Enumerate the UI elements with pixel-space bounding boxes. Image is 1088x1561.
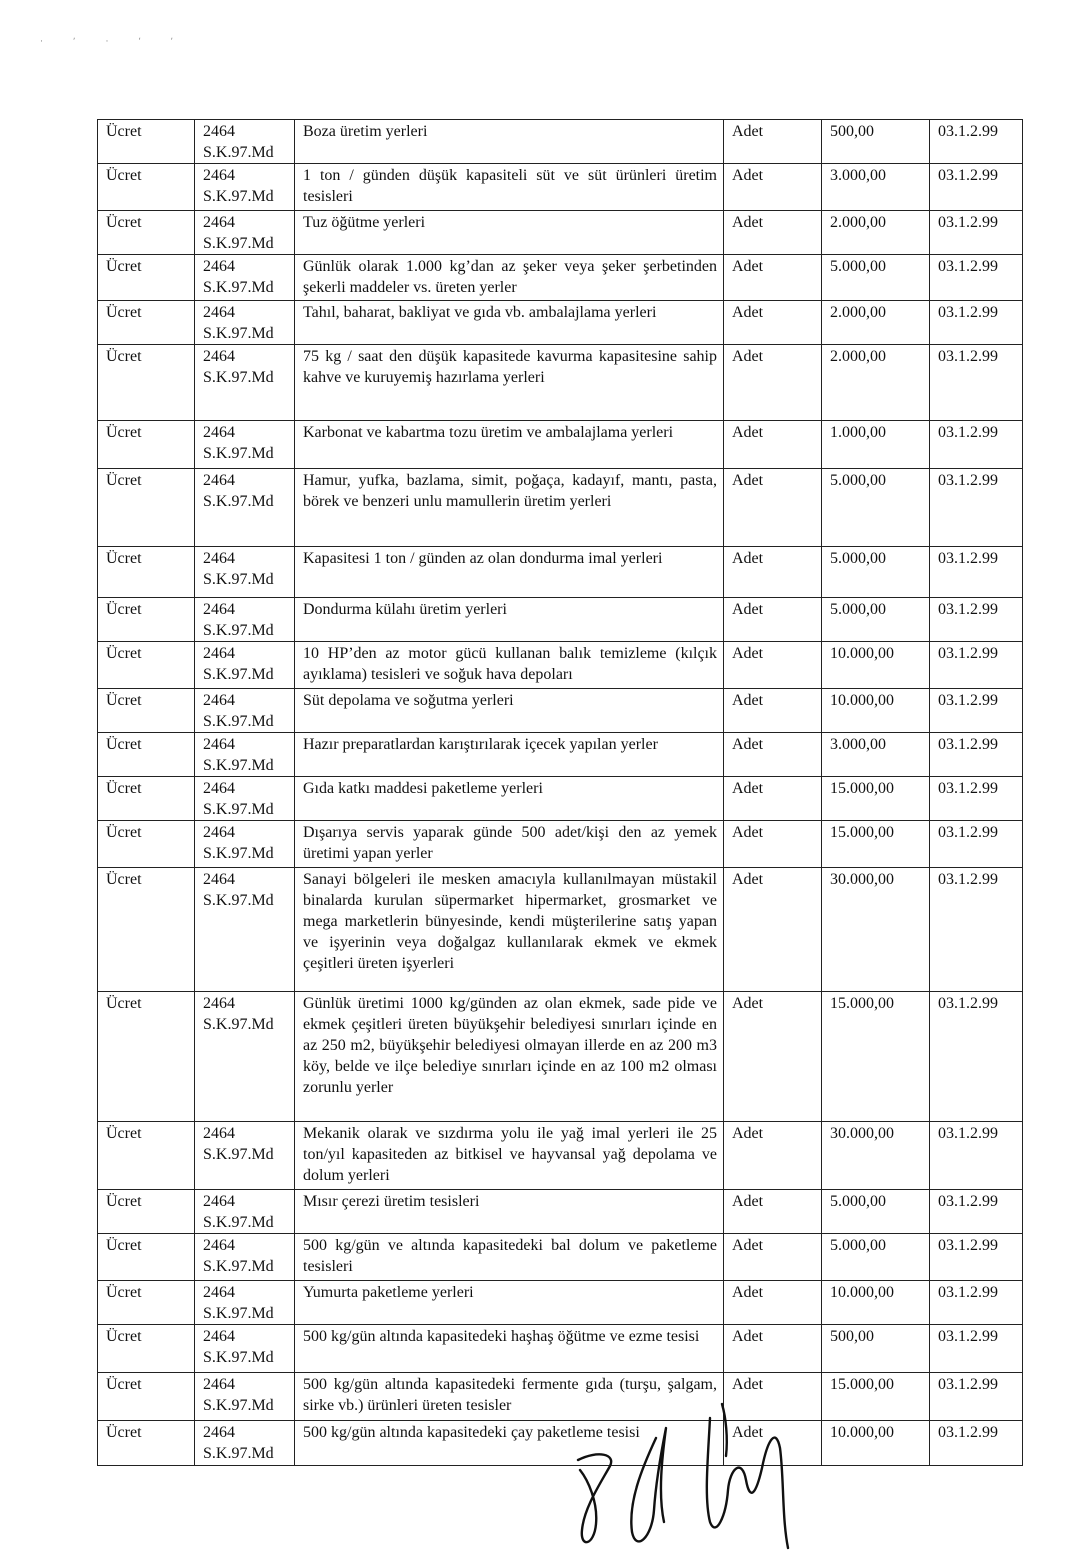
law-reference-cell: 2464 S.K.97.Md (195, 301, 295, 345)
table-row (98, 992, 1023, 1122)
revenue-code-cell: 03.1.2.99 (930, 1421, 1023, 1466)
revenue-code-cell: 03.1.2.99 (930, 598, 1023, 642)
table-row (98, 1190, 1023, 1234)
table-row (98, 642, 1023, 689)
unit-cell: Adet (724, 777, 822, 821)
unit-cell: Adet (724, 345, 822, 421)
table-row (98, 868, 1023, 992)
revenue-code-cell: 03.1.2.99 (930, 255, 1023, 301)
fee-type-cell: Ücret (98, 1190, 195, 1234)
fee-type-cell: Ücret (98, 120, 195, 164)
law-reference-cell: 2464 S.K.97.Md (195, 421, 295, 469)
revenue-code-cell: 03.1.2.99 (930, 547, 1023, 598)
law-reference-cell: 2464 S.K.97.Md (195, 1281, 295, 1325)
fee-type-cell: Ücret (98, 164, 195, 211)
table-row (98, 1421, 1023, 1466)
table-row (98, 301, 1023, 345)
unit-cell: Adet (724, 1281, 822, 1325)
unit-cell: Adet (724, 1122, 822, 1190)
description-cell: 75 kg / saat den düşük kapasitede kavurma kapasitesine sahip kahve ve kuruyemiş hazırlama yerleri (295, 345, 724, 421)
amount-cell: 5.000,00 (822, 598, 930, 642)
unit-cell: Adet (724, 598, 822, 642)
description-cell: Mekanik olarak ve sızdırma yolu ile yağ imal yerleri ile 25 ton/yıl kapasiteden az bitkisel ve hayvansal yağ depolama ve dolum yerleri (295, 1122, 724, 1190)
fee-type-cell: Ücret (98, 421, 195, 469)
description-cell: Kapasitesi 1 ton / günden az olan dondurma imal yerleri (295, 547, 724, 598)
law-reference-cell: 2464 S.K.97.Md (195, 547, 295, 598)
fee-type-cell: Ücret (98, 1325, 195, 1373)
law-reference-cell: 2464 S.K.97.Md (195, 120, 295, 164)
unit-cell: Adet (724, 1373, 822, 1421)
law-reference-cell: 2464 S.K.97.Md (195, 164, 295, 211)
revenue-code-cell: 03.1.2.99 (930, 1122, 1023, 1190)
law-reference-cell: 2464 S.K.97.Md (195, 1373, 295, 1421)
revenue-code-cell: 03.1.2.99 (930, 211, 1023, 255)
unit-cell: Adet (724, 821, 822, 868)
law-reference-cell: 2464 S.K.97.Md (195, 689, 295, 733)
table-row (98, 1373, 1023, 1421)
amount-cell: 500,00 (822, 1325, 930, 1373)
fee-type-cell: Ücret (98, 1234, 195, 1281)
description-cell: Dondurma külahı üretim yerleri (295, 598, 724, 642)
fee-type-cell: Ücret (98, 345, 195, 421)
law-reference-cell: 2464 S.K.97.Md (195, 777, 295, 821)
law-reference-cell: 2464 S.K.97.Md (195, 868, 295, 992)
law-reference-cell: 2464 S.K.97.Md (195, 1421, 295, 1466)
fee-type-cell: Ücret (98, 211, 195, 255)
fee-type-cell: Ücret (98, 1281, 195, 1325)
law-reference-cell: 2464 S.K.97.Md (195, 1325, 295, 1373)
amount-cell: 15.000,00 (822, 821, 930, 868)
revenue-code-cell: 03.1.2.99 (930, 421, 1023, 469)
description-cell: 500 kg/gün altında kapasitedeki fermente gıda (turşu, şalgam, sirke vb.) ürünleri üreten tesisler (295, 1373, 724, 1421)
revenue-code-cell: 03.1.2.99 (930, 1325, 1023, 1373)
unit-cell: Adet (724, 868, 822, 992)
table-row (98, 1325, 1023, 1373)
revenue-code-cell: 03.1.2.99 (930, 301, 1023, 345)
description-cell: 1 ton / günden düşük kapasiteli süt ve süt ürünleri üretim tesisleri (295, 164, 724, 211)
table-row (98, 421, 1023, 469)
amount-cell: 3.000,00 (822, 164, 930, 211)
law-reference-cell: 2464 S.K.97.Md (195, 469, 295, 547)
amount-cell: 15.000,00 (822, 1373, 930, 1421)
description-cell: Mısır çerezi üretim tesisleri (295, 1190, 724, 1234)
table-row (98, 469, 1023, 547)
unit-cell: Adet (724, 1190, 822, 1234)
amount-cell: 500,00 (822, 120, 930, 164)
table-row (98, 733, 1023, 777)
amount-cell: 10.000,00 (822, 689, 930, 733)
fee-table-body (98, 120, 1023, 1466)
description-cell: Süt depolama ve soğutma yerleri (295, 689, 724, 733)
law-reference-cell: 2464 S.K.97.Md (195, 992, 295, 1122)
amount-cell: 30.000,00 (822, 1122, 930, 1190)
amount-cell: 3.000,00 (822, 733, 930, 777)
fee-type-cell: Ücret (98, 642, 195, 689)
law-reference-cell: 2464 S.K.97.Md (195, 821, 295, 868)
unit-cell: Adet (724, 1234, 822, 1281)
law-reference-cell: 2464 S.K.97.Md (195, 1234, 295, 1281)
table-row (98, 777, 1023, 821)
fee-table (97, 119, 1023, 1466)
amount-cell: 15.000,00 (822, 992, 930, 1122)
unit-cell: Adet (724, 642, 822, 689)
revenue-code-cell: 03.1.2.99 (930, 1190, 1023, 1234)
amount-cell: 5.000,00 (822, 1190, 930, 1234)
law-reference-cell: 2464 S.K.97.Md (195, 642, 295, 689)
table-row (98, 1234, 1023, 1281)
fee-type-cell: Ücret (98, 598, 195, 642)
unit-cell: Adet (724, 255, 822, 301)
law-reference-cell: 2464 S.K.97.Md (195, 345, 295, 421)
amount-cell: 10.000,00 (822, 1281, 930, 1325)
amount-cell: 5.000,00 (822, 1234, 930, 1281)
revenue-code-cell: 03.1.2.99 (930, 1234, 1023, 1281)
unit-cell: Adet (724, 992, 822, 1122)
revenue-code-cell: 03.1.2.99 (930, 345, 1023, 421)
description-cell: Yumurta paketleme yerleri (295, 1281, 724, 1325)
revenue-code-cell: 03.1.2.99 (930, 1373, 1023, 1421)
description-cell: Günlük olarak 1.000 kg’dan az şeker veya şeker şerbetinden şekerli maddeler vs. üreten yerler (295, 255, 724, 301)
description-cell: Günlük üretimi 1000 kg/günden az olan ekmek, sade pide ve ekmek çeşitleri üreten büyükşehir belediyesi sınırları içinde en az 250 m2, büyükşehir belediyesi olmayan illerde en az 200 m3 köy, belde ve ilçe belediye sınırları içinde en az 100 m2 olması zorunlu yerler (295, 992, 724, 1122)
unit-cell: Adet (724, 733, 822, 777)
description-cell: Dışarıya servis yaparak günde 500 adet/kişi den az yemek üretimi yapan yerler (295, 821, 724, 868)
table-row (98, 1281, 1023, 1325)
description-cell: Hamur, yufka, bazlama, simit, poğaça, kadayıf, mantı, pasta, börek ve benzeri unlu mamullerin üretim yerleri (295, 469, 724, 547)
description-cell: 500 kg/gün ve altında kapasitedeki bal dolum ve paketleme tesisleri (295, 1234, 724, 1281)
fee-type-cell: Ücret (98, 1373, 195, 1421)
description-cell: 500 kg/gün altında kapasitedeki haşhaş öğütme ve ezme tesisi (295, 1325, 724, 1373)
law-reference-cell: 2464 S.K.97.Md (195, 211, 295, 255)
fee-type-cell: Ücret (98, 689, 195, 733)
amount-cell: 5.000,00 (822, 469, 930, 547)
revenue-code-cell: 03.1.2.99 (930, 821, 1023, 868)
law-reference-cell: 2464 S.K.97.Md (195, 1190, 295, 1234)
table-row (98, 821, 1023, 868)
amount-cell: 30.000,00 (822, 868, 930, 992)
table-row (98, 547, 1023, 598)
amount-cell: 2.000,00 (822, 301, 930, 345)
fee-type-cell: Ücret (98, 255, 195, 301)
description-cell: Boza üretim yerleri (295, 120, 724, 164)
table-row (98, 255, 1023, 301)
revenue-code-cell: 03.1.2.99 (930, 1281, 1023, 1325)
table-row (98, 598, 1023, 642)
unit-cell: Adet (724, 547, 822, 598)
law-reference-cell: 2464 S.K.97.Md (195, 255, 295, 301)
revenue-code-cell: 03.1.2.99 (930, 689, 1023, 733)
fee-type-cell: Ücret (98, 1122, 195, 1190)
revenue-code-cell: 03.1.2.99 (930, 733, 1023, 777)
fee-type-cell: Ücret (98, 301, 195, 345)
description-cell: Karbonat ve kabartma tozu üretim ve ambalajlama yerleri (295, 421, 724, 469)
unit-cell: Adet (724, 689, 822, 733)
description-cell: Tuz öğütme yerleri (295, 211, 724, 255)
revenue-code-cell: 03.1.2.99 (930, 992, 1023, 1122)
revenue-code-cell: 03.1.2.99 (930, 120, 1023, 164)
revenue-code-cell: 03.1.2.99 (930, 469, 1023, 547)
description-cell: Gıda katkı maddesi paketleme yerleri (295, 777, 724, 821)
unit-cell: Adet (724, 1421, 822, 1466)
fee-type-cell: Ücret (98, 1421, 195, 1466)
table-row (98, 1122, 1023, 1190)
amount-cell: 1.000,00 (822, 421, 930, 469)
amount-cell: 5.000,00 (822, 255, 930, 301)
amount-cell: 2.000,00 (822, 345, 930, 421)
fee-type-cell: Ücret (98, 547, 195, 598)
amount-cell: 5.000,00 (822, 547, 930, 598)
unit-cell: Adet (724, 120, 822, 164)
fee-type-cell: Ücret (98, 469, 195, 547)
revenue-code-cell: 03.1.2.99 (930, 777, 1023, 821)
unit-cell: Adet (724, 421, 822, 469)
unit-cell: Adet (724, 301, 822, 345)
table-row (98, 211, 1023, 255)
revenue-code-cell: 03.1.2.99 (930, 642, 1023, 689)
table-row (98, 164, 1023, 211)
law-reference-cell: 2464 S.K.97.Md (195, 1122, 295, 1190)
description-cell: 10 HP’den az motor gücü kullanan balık temizleme (kılçık ayıklama) tesisleri ve soğuk hava depoları (295, 642, 724, 689)
fee-type-cell: Ücret (98, 733, 195, 777)
unit-cell: Adet (724, 1325, 822, 1373)
law-reference-cell: 2464 S.K.97.Md (195, 598, 295, 642)
fee-type-cell: Ücret (98, 821, 195, 868)
unit-cell: Adet (724, 469, 822, 547)
description-cell: Tahıl, baharat, bakliyat ve gıda vb. ambalajlama yerleri (295, 301, 724, 345)
description-cell: Sanayi bölgeleri ile mesken amacıyla kullanılmayan müstakil binalarda kurulan süpermarket hipermarket, grosmarket ve mega marketlerin bünyesinde, kendi müşterilerine satış yapan ve işyerinin veya doğalgaz kullanılarak ekmek ve ekmek çeşitleri üreten işyerleri (295, 868, 724, 992)
description-cell: Hazır preparatlardan karıştırılarak içecek yapılan yerler (295, 733, 724, 777)
table-row (98, 345, 1023, 421)
table-row (98, 120, 1023, 164)
revenue-code-cell: 03.1.2.99 (930, 164, 1023, 211)
amount-cell: 15.000,00 (822, 777, 930, 821)
unit-cell: Adet (724, 164, 822, 211)
fee-type-cell: Ücret (98, 992, 195, 1122)
table-row (98, 689, 1023, 733)
fee-type-cell: Ücret (98, 868, 195, 992)
description-cell: 500 kg/gün altında kapasitedeki çay paketleme tesisi (295, 1421, 724, 1466)
unit-cell: Adet (724, 211, 822, 255)
signature (570, 1398, 840, 1558)
revenue-code-cell: 03.1.2.99 (930, 868, 1023, 992)
fee-type-cell: Ücret (98, 777, 195, 821)
scan-marks: · ʹ · ʹ ʹ (40, 36, 187, 46)
amount-cell: 10.000,00 (822, 642, 930, 689)
amount-cell: 10.000,00 (822, 1421, 930, 1466)
law-reference-cell: 2464 S.K.97.Md (195, 733, 295, 777)
amount-cell: 2.000,00 (822, 211, 930, 255)
